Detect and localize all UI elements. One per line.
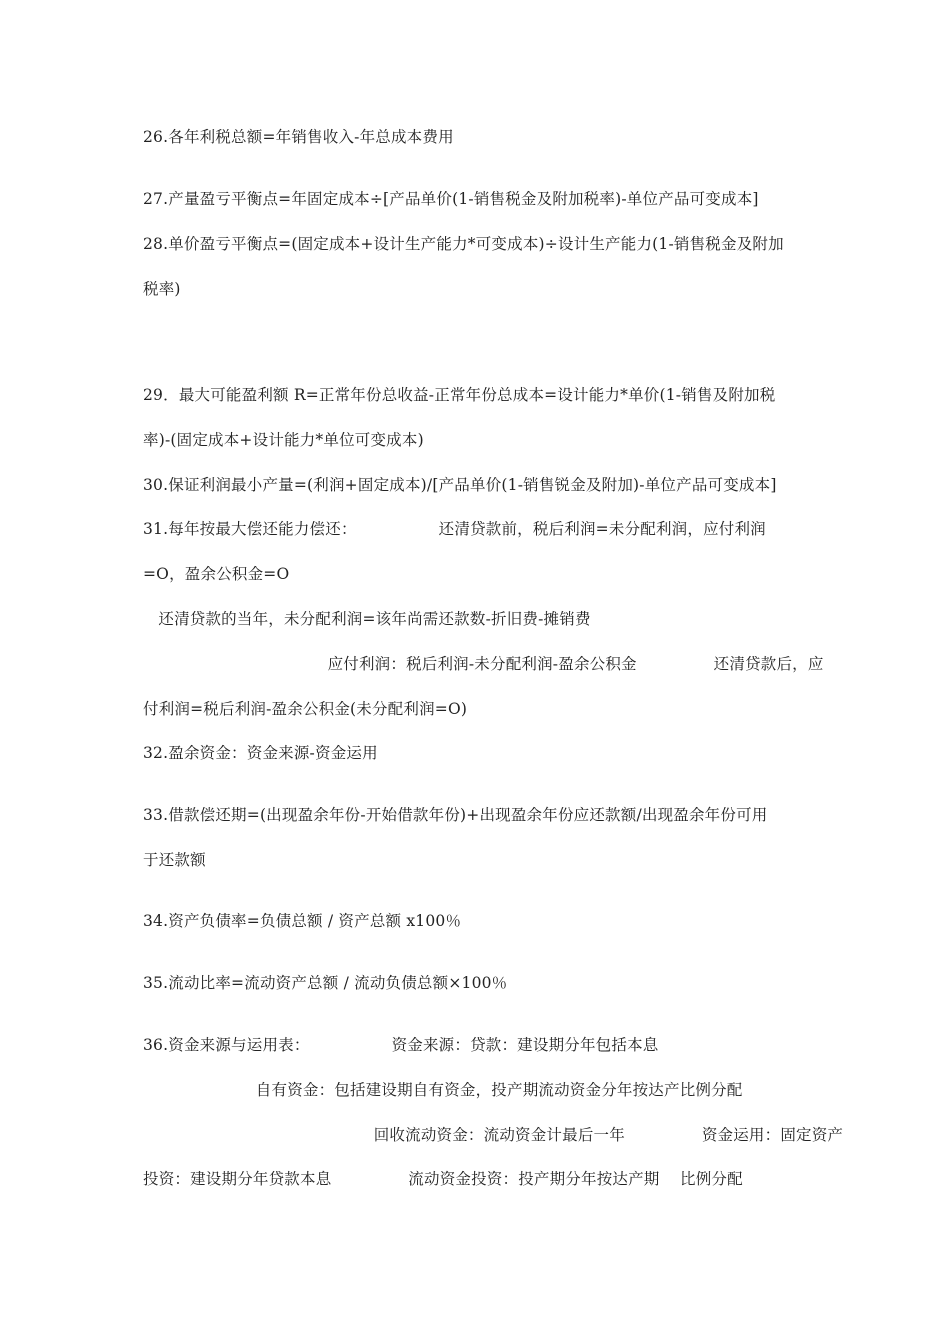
- formula-line-36-sub2: 回收流动资金：流动资金计最后一年 资金运用：固定资产: [143, 1126, 844, 1144]
- formula-line-32: 32.盈余资金：资金来源-资金运用: [143, 744, 378, 762]
- formula-line-31-sub3: 付利润=税后利润-盈余公积金(未分配利润=O): [143, 700, 468, 718]
- formula-line-36-sub1: 自有资金：包括建设期自有资金，投产期流动资金分年按达产比例分配: [143, 1081, 743, 1099]
- formula-line-35: 35.流动比率=流动资产总额 / 流动负债总额×100％: [143, 974, 508, 992]
- formula-line-26: 26.各年利税总额=年销售收入-年总成本费用: [143, 128, 454, 146]
- formula-line-31-cont: =O，盈余公积金=O: [143, 565, 290, 583]
- formula-line-31-sub2: 应付利润：税后利润-未分配利润-盈余公积金 还清贷款后，应: [143, 655, 824, 673]
- formula-line-33: 33.借款偿还期=(出现盈余年份-开始借款年份)+出现盈余年份应还款额/出现盈余年份可用: [143, 806, 768, 824]
- formula-line-30: 30.保证利润最小产量=(利润+固定成本)/[产品单价(1-销售锐金及附加)-单位产品可变成本]: [143, 476, 777, 494]
- formula-line-34: 34.资产负债率=负债总额 / 资产总额 x100％: [143, 912, 462, 930]
- formula-line-29-cont: 率)-(固定成本+设计能力*单位可变成本): [143, 431, 424, 449]
- formula-line-27: 27.产量盈亏平衡点=年固定成本÷[产品单价(1-销售税金及附加税率)-单位产品可变成本]: [143, 190, 759, 208]
- formula-line-28: 28.单价盈亏平衡点=(固定成本+设计生产能力*可变成本)÷设计生产能力(1-销售税金及附加: [143, 235, 784, 253]
- formula-line-36: 36.资金来源与运用表： 资金来源：贷款：建设期分年包括本息: [143, 1036, 659, 1054]
- formula-line-29: 29．最大可能盈利额 R=正常年份总收益-正常年份总成本=设计能力*单价(1-销售及附加税: [143, 386, 776, 404]
- formula-line-31: 31.每年按最大偿还能力偿还： 还清贷款前，税后利润=未分配利润，应付利润: [143, 520, 766, 538]
- formula-line-33-cont: 于还款额: [143, 851, 206, 869]
- formula-line-31-sub1: 还清贷款的当年，未分配利润=该年尚需还款数-折旧费-摊销费: [143, 610, 591, 628]
- formula-line-28-cont: 税率): [143, 280, 181, 298]
- formula-line-36-sub3: 投资：建设期分年贷款本息 流动资金投资：投产期分年按达产期 比例分配: [143, 1170, 743, 1188]
